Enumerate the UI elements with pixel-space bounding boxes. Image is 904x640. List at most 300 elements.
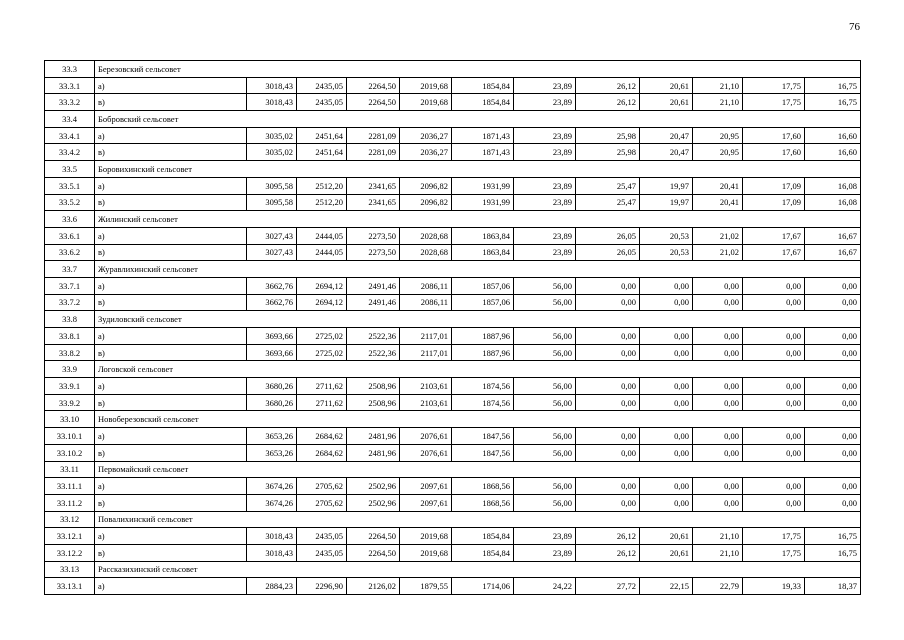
value-cell: 0,00 (576, 344, 640, 361)
value-cell: 20,61 (640, 528, 693, 545)
table-row (45, 77, 861, 94)
value-cell: 56,00 (514, 344, 576, 361)
row-code: 33.13.1 (45, 578, 95, 595)
table-row (45, 244, 861, 261)
value-cell: 23,89 (514, 244, 576, 261)
value-cell: 0,00 (805, 294, 861, 311)
value-cell: 2711,62 (297, 378, 347, 395)
settlement-name: Бобровский сельсовет (95, 111, 861, 128)
value-cell: 0,00 (743, 277, 805, 294)
value-cell: 20,95 (693, 127, 743, 144)
value-cell: 0,00 (805, 444, 861, 461)
value-cell: 1868,56 (452, 494, 514, 511)
value-cell: 16,75 (805, 94, 861, 111)
value-cell: 20,61 (640, 77, 693, 94)
value-cell: 2508,96 (347, 394, 400, 411)
value-cell: 3662,76 (247, 277, 297, 294)
row-subtype: а) (95, 378, 247, 395)
value-cell: 0,00 (743, 344, 805, 361)
row-code: 33.13 (45, 561, 95, 578)
value-cell: 21,02 (693, 244, 743, 261)
row-subtype: в) (95, 394, 247, 411)
value-cell: 0,00 (805, 344, 861, 361)
value-cell: 16,67 (805, 227, 861, 244)
table-row (45, 94, 861, 111)
value-cell: 18,37 (805, 578, 861, 595)
value-cell: 2264,50 (347, 528, 400, 545)
value-cell: 20,47 (640, 127, 693, 144)
tariff-table-container (44, 60, 860, 595)
table-group-row (45, 561, 861, 578)
settlement-name: Березовский сельсовет (95, 61, 861, 78)
value-cell: 2512,20 (297, 177, 347, 194)
table-row (45, 344, 861, 361)
value-cell: 16,60 (805, 127, 861, 144)
value-cell: 16,08 (805, 177, 861, 194)
value-cell: 1854,84 (452, 94, 514, 111)
value-cell: 0,00 (743, 478, 805, 495)
value-cell: 1874,56 (452, 378, 514, 395)
value-cell: 2096,82 (400, 194, 452, 211)
value-cell: 2491,46 (347, 294, 400, 311)
row-subtype: в) (95, 544, 247, 561)
value-cell: 17,75 (743, 94, 805, 111)
value-cell: 0,00 (576, 277, 640, 294)
page-number: 76 (849, 21, 860, 33)
value-cell: 2435,05 (297, 528, 347, 545)
row-subtype: в) (95, 94, 247, 111)
value-cell: 0,00 (693, 294, 743, 311)
value-cell: 2019,68 (400, 77, 452, 94)
value-cell: 56,00 (514, 378, 576, 395)
value-cell: 2076,61 (400, 428, 452, 445)
row-subtype: а) (95, 177, 247, 194)
value-cell: 0,00 (576, 394, 640, 411)
row-code: 33.8.2 (45, 344, 95, 361)
value-cell: 23,89 (514, 94, 576, 111)
row-code: 33.5.1 (45, 177, 95, 194)
row-code: 33.4.2 (45, 144, 95, 161)
value-cell: 3035,02 (247, 144, 297, 161)
value-cell: 0,00 (640, 294, 693, 311)
value-cell: 20,41 (693, 194, 743, 211)
table-row (45, 378, 861, 395)
table-row (45, 144, 861, 161)
value-cell: 21,02 (693, 227, 743, 244)
settlement-name: Повалихинский сельсовет (95, 511, 861, 528)
value-cell: 17,75 (743, 77, 805, 94)
value-cell: 2725,02 (297, 328, 347, 345)
row-code: 33.7 (45, 261, 95, 278)
value-cell: 3693,66 (247, 344, 297, 361)
value-cell: 2694,12 (297, 294, 347, 311)
value-cell: 1857,06 (452, 294, 514, 311)
value-cell: 2451,64 (297, 127, 347, 144)
value-cell: 2435,05 (297, 544, 347, 561)
row-subtype: а) (95, 227, 247, 244)
value-cell: 21,10 (693, 94, 743, 111)
value-cell: 2705,62 (297, 494, 347, 511)
value-cell: 0,00 (743, 444, 805, 461)
value-cell: 23,89 (514, 227, 576, 244)
value-cell: 22,79 (693, 578, 743, 595)
table-row (45, 494, 861, 511)
table-row (45, 277, 861, 294)
tariff-table (44, 60, 861, 595)
value-cell: 0,00 (693, 478, 743, 495)
value-cell: 0,00 (693, 328, 743, 345)
value-cell: 26,05 (576, 227, 640, 244)
value-cell: 23,89 (514, 177, 576, 194)
value-cell: 25,47 (576, 177, 640, 194)
row-subtype: в) (95, 344, 247, 361)
row-subtype: в) (95, 494, 247, 511)
value-cell: 2273,50 (347, 244, 400, 261)
value-cell: 0,00 (576, 378, 640, 395)
table-row (45, 478, 861, 495)
value-cell: 16,60 (805, 144, 861, 161)
row-subtype: а) (95, 127, 247, 144)
value-cell: 2019,68 (400, 528, 452, 545)
value-cell: 2076,61 (400, 444, 452, 461)
row-subtype: в) (95, 294, 247, 311)
row-code: 33.7.2 (45, 294, 95, 311)
value-cell: 2694,12 (297, 277, 347, 294)
settlement-name: Первомайский сельсовет (95, 461, 861, 478)
value-cell: 0,00 (576, 478, 640, 495)
value-cell: 2341,65 (347, 194, 400, 211)
value-cell: 26,12 (576, 528, 640, 545)
value-cell: 23,89 (514, 127, 576, 144)
value-cell: 3095,58 (247, 194, 297, 211)
table-row (45, 578, 861, 595)
value-cell: 2036,27 (400, 127, 452, 144)
row-code: 33.10 (45, 411, 95, 428)
value-cell: 1863,84 (452, 244, 514, 261)
table-row (45, 328, 861, 345)
value-cell: 0,00 (743, 378, 805, 395)
row-code: 33.10.1 (45, 428, 95, 445)
table-group-row (45, 111, 861, 128)
row-code: 33.10.2 (45, 444, 95, 461)
value-cell: 2019,68 (400, 544, 452, 561)
value-cell: 17,67 (743, 244, 805, 261)
value-cell: 23,89 (514, 528, 576, 545)
value-cell: 3035,02 (247, 127, 297, 144)
row-code: 33.6 (45, 211, 95, 228)
value-cell: 2086,11 (400, 294, 452, 311)
value-cell: 2435,05 (297, 94, 347, 111)
row-code: 33.3 (45, 61, 95, 78)
value-cell: 25,98 (576, 127, 640, 144)
value-cell: 17,60 (743, 144, 805, 161)
value-cell: 3674,26 (247, 494, 297, 511)
value-cell: 0,00 (640, 394, 693, 411)
row-subtype: а) (95, 428, 247, 445)
row-code: 33.3.1 (45, 77, 95, 94)
value-cell: 24,22 (514, 578, 576, 595)
value-cell: 56,00 (514, 444, 576, 461)
value-cell: 26,12 (576, 544, 640, 561)
value-cell: 2117,01 (400, 328, 452, 345)
value-cell: 2086,11 (400, 277, 452, 294)
value-cell: 2341,65 (347, 177, 400, 194)
row-code: 33.9.2 (45, 394, 95, 411)
row-code: 33.8 (45, 311, 95, 328)
value-cell: 56,00 (514, 277, 576, 294)
row-code: 33.3.2 (45, 94, 95, 111)
value-cell: 0,00 (693, 378, 743, 395)
table-body (45, 61, 861, 595)
table-group-row (45, 461, 861, 478)
value-cell: 19,97 (640, 194, 693, 211)
row-code: 33.12.2 (45, 544, 95, 561)
value-cell: 16,75 (805, 77, 861, 94)
value-cell: 0,00 (805, 428, 861, 445)
value-cell: 3693,66 (247, 328, 297, 345)
settlement-name: Логовской сельсовет (95, 361, 861, 378)
value-cell: 3662,76 (247, 294, 297, 311)
row-subtype: а) (95, 528, 247, 545)
value-cell: 2103,61 (400, 378, 452, 395)
value-cell: 19,33 (743, 578, 805, 595)
value-cell: 0,00 (743, 428, 805, 445)
row-subtype: а) (95, 77, 247, 94)
table-row (45, 394, 861, 411)
value-cell: 2508,96 (347, 378, 400, 395)
value-cell: 0,00 (640, 478, 693, 495)
row-code: 33.4 (45, 111, 95, 128)
value-cell: 0,00 (743, 328, 805, 345)
value-cell: 17,60 (743, 127, 805, 144)
table-row (45, 227, 861, 244)
table-row (45, 194, 861, 211)
settlement-name: Новоберезовский сельсовет (95, 411, 861, 428)
value-cell: 2103,61 (400, 394, 452, 411)
value-cell: 17,67 (743, 227, 805, 244)
row-subtype: а) (95, 328, 247, 345)
value-cell: 1847,56 (452, 428, 514, 445)
table-group-row (45, 361, 861, 378)
row-code: 33.11.2 (45, 494, 95, 511)
value-cell: 26,12 (576, 94, 640, 111)
value-cell: 25,47 (576, 194, 640, 211)
value-cell: 20,95 (693, 144, 743, 161)
value-cell: 0,00 (576, 444, 640, 461)
value-cell: 2481,96 (347, 428, 400, 445)
value-cell: 0,00 (640, 277, 693, 294)
value-cell: 1847,56 (452, 444, 514, 461)
table-group-row (45, 511, 861, 528)
value-cell: 2126,02 (347, 578, 400, 595)
table-group-row (45, 61, 861, 78)
value-cell: 2522,36 (347, 344, 400, 361)
value-cell: 2684,62 (297, 428, 347, 445)
value-cell: 22,15 (640, 578, 693, 595)
value-cell: 17,09 (743, 194, 805, 211)
value-cell: 23,89 (514, 144, 576, 161)
value-cell: 20,61 (640, 94, 693, 111)
row-code: 33.6.1 (45, 227, 95, 244)
table-group-row (45, 161, 861, 178)
row-subtype: в) (95, 194, 247, 211)
value-cell: 3018,43 (247, 94, 297, 111)
value-cell: 56,00 (514, 394, 576, 411)
value-cell: 16,75 (805, 544, 861, 561)
value-cell: 2502,96 (347, 478, 400, 495)
settlement-name: Жилинский сельсовет (95, 211, 861, 228)
value-cell: 2481,96 (347, 444, 400, 461)
value-cell: 0,00 (640, 494, 693, 511)
value-cell: 0,00 (640, 344, 693, 361)
row-code: 33.9.1 (45, 378, 95, 395)
value-cell: 2296,90 (297, 578, 347, 595)
value-cell: 1874,56 (452, 394, 514, 411)
value-cell: 2451,64 (297, 144, 347, 161)
value-cell: 20,41 (693, 177, 743, 194)
value-cell: 21,10 (693, 77, 743, 94)
table-group-row (45, 261, 861, 278)
value-cell: 3680,26 (247, 394, 297, 411)
row-subtype: а) (95, 478, 247, 495)
row-subtype: в) (95, 144, 247, 161)
row-code: 33.11 (45, 461, 95, 478)
row-code: 33.7.1 (45, 277, 95, 294)
row-code: 33.12.1 (45, 528, 95, 545)
value-cell: 2281,09 (347, 144, 400, 161)
row-code: 33.4.1 (45, 127, 95, 144)
value-cell: 0,00 (693, 344, 743, 361)
value-cell: 0,00 (693, 494, 743, 511)
row-code: 33.8.1 (45, 328, 95, 345)
row-code: 33.11.1 (45, 478, 95, 495)
value-cell: 3680,26 (247, 378, 297, 395)
value-cell: 1871,43 (452, 144, 514, 161)
value-cell: 1887,96 (452, 328, 514, 345)
value-cell: 3095,58 (247, 177, 297, 194)
value-cell: 3674,26 (247, 478, 297, 495)
table-group-row (45, 211, 861, 228)
value-cell: 2684,62 (297, 444, 347, 461)
value-cell: 2705,62 (297, 478, 347, 495)
value-cell: 21,10 (693, 544, 743, 561)
value-cell: 2491,46 (347, 277, 400, 294)
value-cell: 1857,06 (452, 277, 514, 294)
row-code: 33.12 (45, 511, 95, 528)
value-cell: 0,00 (640, 328, 693, 345)
value-cell: 2028,68 (400, 227, 452, 244)
row-subtype: а) (95, 277, 247, 294)
value-cell: 2711,62 (297, 394, 347, 411)
value-cell: 20,61 (640, 544, 693, 561)
value-cell: 27,72 (576, 578, 640, 595)
value-cell: 3018,43 (247, 77, 297, 94)
value-cell: 16,75 (805, 528, 861, 545)
value-cell: 0,00 (743, 494, 805, 511)
value-cell: 0,00 (693, 428, 743, 445)
value-cell: 0,00 (743, 394, 805, 411)
row-subtype: в) (95, 444, 247, 461)
settlement-name: Журавлихинский сельсовет (95, 261, 861, 278)
value-cell: 1854,84 (452, 77, 514, 94)
value-cell: 26,05 (576, 244, 640, 261)
value-cell: 26,12 (576, 77, 640, 94)
value-cell: 2502,96 (347, 494, 400, 511)
value-cell: 23,89 (514, 544, 576, 561)
settlement-name: Рассказихинский сельсовет (95, 561, 861, 578)
value-cell: 1871,43 (452, 127, 514, 144)
value-cell: 3027,43 (247, 227, 297, 244)
row-subtype: в) (95, 244, 247, 261)
value-cell: 20,53 (640, 244, 693, 261)
table-row (45, 544, 861, 561)
value-cell: 0,00 (805, 328, 861, 345)
value-cell: 0,00 (805, 277, 861, 294)
table-row (45, 177, 861, 194)
value-cell: 2036,27 (400, 144, 452, 161)
row-code: 33.5.2 (45, 194, 95, 211)
value-cell: 17,75 (743, 544, 805, 561)
value-cell: 0,00 (576, 294, 640, 311)
value-cell: 2264,50 (347, 77, 400, 94)
value-cell: 21,10 (693, 528, 743, 545)
value-cell: 0,00 (693, 277, 743, 294)
table-row (45, 294, 861, 311)
value-cell: 1854,84 (452, 528, 514, 545)
value-cell: 2444,05 (297, 227, 347, 244)
table-group-row (45, 411, 861, 428)
value-cell: 0,00 (805, 478, 861, 495)
value-cell: 1931,99 (452, 194, 514, 211)
value-cell: 0,00 (640, 428, 693, 445)
value-cell: 2097,61 (400, 494, 452, 511)
value-cell: 2264,50 (347, 544, 400, 561)
value-cell: 1714,06 (452, 578, 514, 595)
value-cell: 3653,26 (247, 444, 297, 461)
value-cell: 19,97 (640, 177, 693, 194)
table-row (45, 528, 861, 545)
value-cell: 25,98 (576, 144, 640, 161)
value-cell: 23,89 (514, 77, 576, 94)
value-cell: 0,00 (693, 444, 743, 461)
value-cell: 2522,36 (347, 328, 400, 345)
value-cell: 0,00 (805, 378, 861, 395)
value-cell: 1887,96 (452, 344, 514, 361)
table-row (45, 428, 861, 445)
value-cell: 1931,99 (452, 177, 514, 194)
value-cell: 17,75 (743, 528, 805, 545)
value-cell: 56,00 (514, 294, 576, 311)
row-code: 33.5 (45, 161, 95, 178)
value-cell: 0,00 (640, 444, 693, 461)
value-cell: 20,47 (640, 144, 693, 161)
value-cell: 0,00 (693, 394, 743, 411)
value-cell: 2096,82 (400, 177, 452, 194)
value-cell: 2273,50 (347, 227, 400, 244)
value-cell: 2725,02 (297, 344, 347, 361)
value-cell: 0,00 (576, 494, 640, 511)
value-cell: 16,08 (805, 194, 861, 211)
settlement-name: Боровихинский сельсовет (95, 161, 861, 178)
value-cell: 2884,23 (247, 578, 297, 595)
value-cell: 2097,61 (400, 478, 452, 495)
value-cell: 2264,50 (347, 94, 400, 111)
value-cell: 0,00 (805, 394, 861, 411)
value-cell: 2019,68 (400, 94, 452, 111)
value-cell: 2028,68 (400, 244, 452, 261)
value-cell: 56,00 (514, 428, 576, 445)
table-group-row (45, 311, 861, 328)
